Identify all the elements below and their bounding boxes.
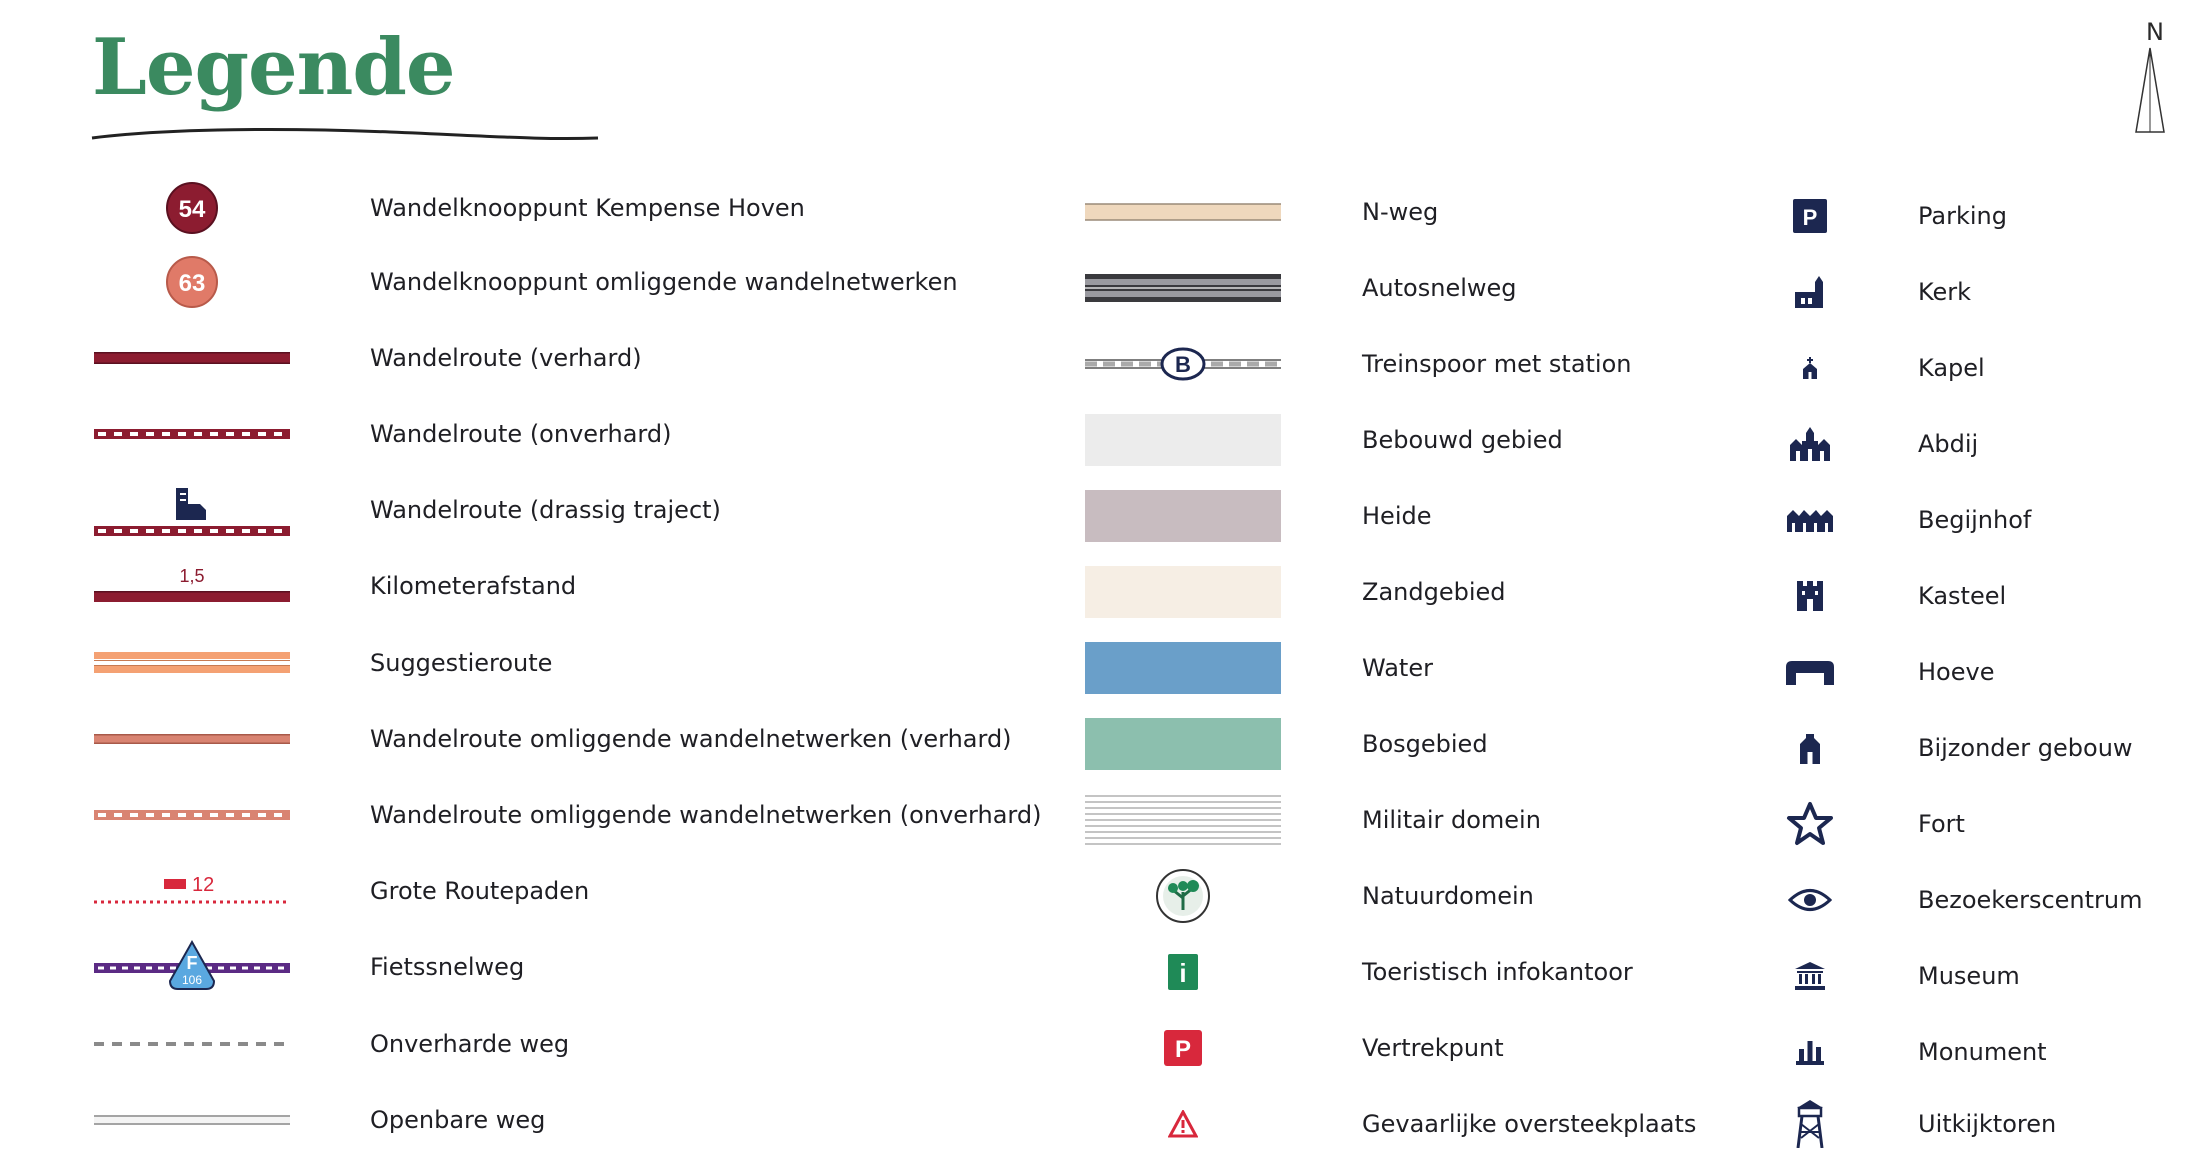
north-arrow <box>2130 18 2180 136</box>
node-number: 54 <box>178 196 206 223</box>
north-label: N <box>2146 18 2164 46</box>
forest-swatch <box>1085 718 1281 770</box>
heath-swatch <box>1085 490 1281 542</box>
railway-station-icon <box>1085 338 1281 390</box>
legend-label: Grote Routepaden <box>370 877 590 905</box>
legend-label: Monument <box>1918 1038 2047 1066</box>
motorway-icon <box>1085 262 1281 314</box>
legend-label: Parking <box>1918 202 2007 230</box>
legend-label: Begijnhof <box>1918 506 2032 534</box>
legend-label: Wandelroute (drassig traject) <box>370 496 721 524</box>
military-lines-icon <box>1085 794 1281 846</box>
gr-number: 12 <box>192 874 215 896</box>
parking-icon <box>1770 190 1850 242</box>
neighbour-solid-line-icon <box>94 713 290 765</box>
chapel-icon <box>1770 342 1850 394</box>
wet-route-line-icon <box>94 484 290 536</box>
legend-label: Vertrekpunt <box>1362 1034 1504 1062</box>
legend-label: Water <box>1362 654 1433 682</box>
legend-label: Zandgebied <box>1362 578 1506 606</box>
nature-reserve-icon <box>1085 870 1281 922</box>
node-dark-red-icon <box>94 182 290 234</box>
legend-label: Wandelroute (onverhard) <box>370 420 672 448</box>
gr-path-icon <box>94 865 290 917</box>
legend-label: Natuurdomein <box>1362 882 1534 910</box>
start-letter: P <box>1174 1036 1192 1063</box>
km-distance-line-icon <box>94 560 290 612</box>
dashed-route-line-icon <box>94 408 290 460</box>
legend-label: Kasteel <box>1918 582 2007 610</box>
legend-label: Wandelknooppunt Kempense Hoven <box>370 194 805 222</box>
watchtower-icon <box>1770 1098 1850 1150</box>
legend-label: Militair domein <box>1362 806 1541 834</box>
node-salmon-icon <box>94 256 290 308</box>
cycle-highway-icon <box>94 941 290 993</box>
legend-label: Kilometerafstand <box>370 572 577 600</box>
legend-label: Toeristisch infokantoor <box>1362 958 1633 986</box>
unpaved-road-icon <box>94 1018 290 1070</box>
legend-label: Kapel <box>1918 354 1985 382</box>
north-arrow-icon <box>2130 46 2170 136</box>
legend-label: Wandelroute omliggende wandelnetwerken (verhard) <box>370 725 1012 753</box>
legend-title: Legende <box>92 22 455 113</box>
special-building-icon <box>1770 722 1850 774</box>
public-road-icon <box>94 1094 290 1146</box>
fort-star-icon <box>1770 798 1850 850</box>
legend-label: Suggestieroute <box>370 649 553 677</box>
legend-label: Bijzonder gebouw <box>1918 734 2133 762</box>
eye-icon <box>1770 874 1850 926</box>
legend-label: Wandelroute (verhard) <box>370 344 642 372</box>
legend-label: Bezoekerscentrum <box>1918 886 2143 914</box>
legend-label: Wandelknooppunt omliggende wandelnetwerken <box>370 268 958 296</box>
legend-label: Bosgebied <box>1362 730 1488 758</box>
monument-icon <box>1770 1026 1850 1078</box>
start-point-icon <box>1085 1022 1281 1074</box>
water-swatch <box>1085 642 1281 694</box>
legend-label: Kerk <box>1918 278 1972 306</box>
legend-label: Bebouwd gebied <box>1362 426 1563 454</box>
legend-label: N-weg <box>1362 198 1439 226</box>
legend-label: Fietssnelweg <box>370 953 525 981</box>
legend-label: Gevaarlijke oversteekplaats <box>1362 1110 1697 1138</box>
km-value: 1,5 <box>179 566 205 586</box>
castle-icon <box>1770 570 1850 622</box>
church-icon <box>1770 266 1850 318</box>
legend-label: Onverharde weg <box>370 1030 570 1058</box>
legend-label: Wandelroute omliggende wandelnetwerken (onverhard) <box>370 801 1042 829</box>
title-underline <box>90 124 600 146</box>
farm-icon <box>1770 646 1850 698</box>
solid-route-line-icon <box>94 332 290 384</box>
cycle-number: 106 <box>181 973 203 987</box>
info-icon <box>1085 946 1281 998</box>
parking-letter: P <box>1802 205 1818 230</box>
abbey-icon <box>1770 418 1850 470</box>
legend-label: Hoeve <box>1918 658 1995 686</box>
legend-label: Autosnelweg <box>1362 274 1517 302</box>
built-area-swatch <box>1085 414 1281 466</box>
warning-icon <box>1085 1098 1281 1150</box>
neighbour-dashed-line-icon <box>94 789 290 841</box>
node-number: 63 <box>178 270 206 297</box>
legend-label: Openbare weg <box>370 1106 546 1134</box>
museum-icon <box>1770 950 1850 1002</box>
sand-swatch <box>1085 566 1281 618</box>
station-letter: B <box>1175 352 1191 377</box>
legend-label: Uitkijktoren <box>1918 1110 2057 1138</box>
legend-label: Abdij <box>1918 430 1979 458</box>
info-letter: i <box>1179 958 1187 988</box>
boot-icon <box>176 488 206 520</box>
legend-label: Treinspoor met station <box>1362 350 1632 378</box>
legend-label: Fort <box>1918 810 1965 838</box>
legend-label: Museum <box>1918 962 2020 990</box>
legend-label: Heide <box>1362 502 1432 530</box>
suggestion-route-icon <box>94 637 290 689</box>
beguinage-icon <box>1770 494 1850 546</box>
n-road-icon <box>1085 186 1281 238</box>
cycle-letter: F <box>186 953 198 973</box>
